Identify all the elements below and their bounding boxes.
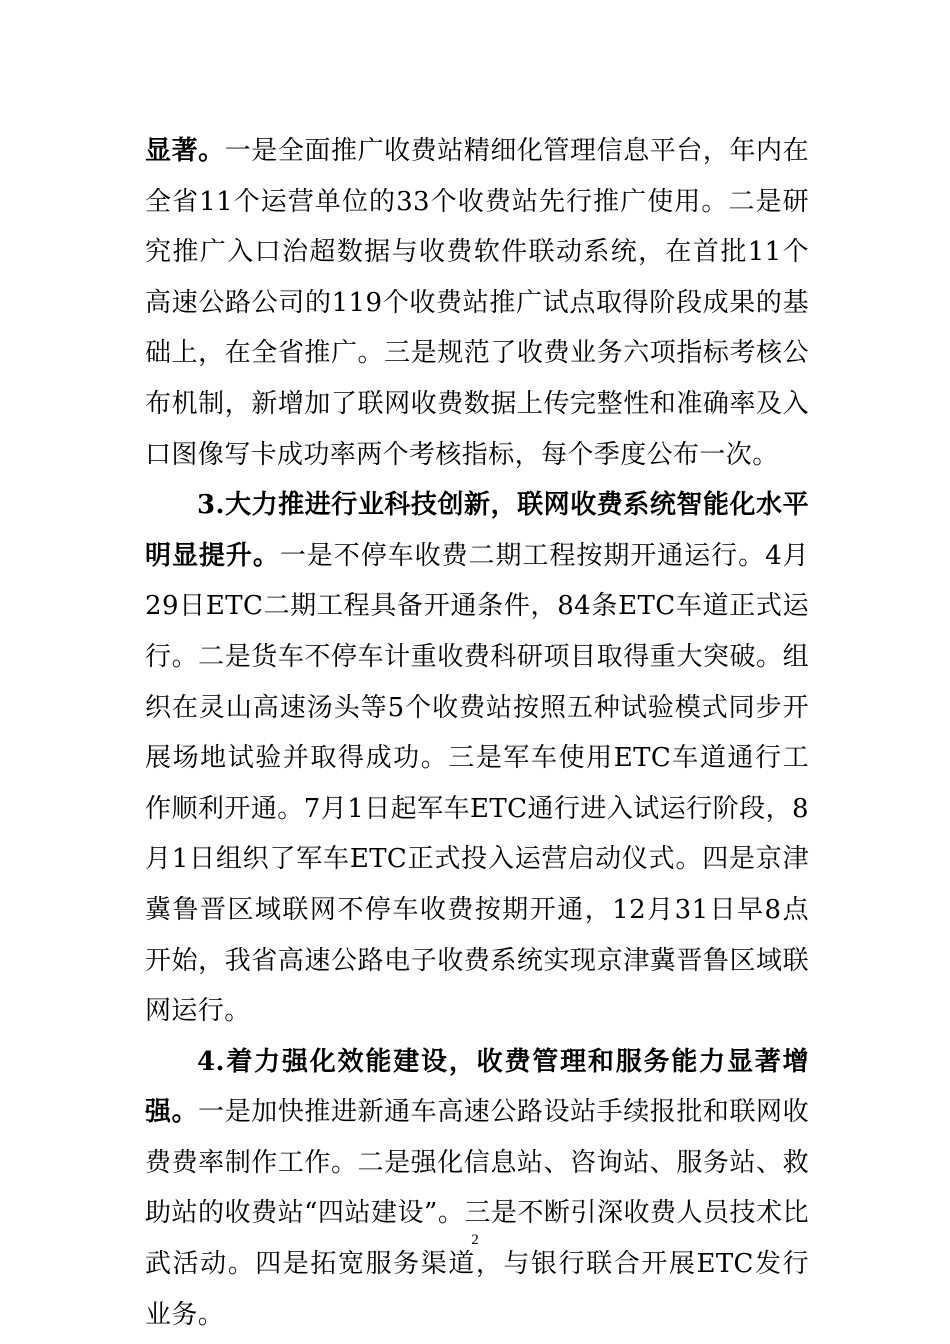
paragraph-continued [145, 126, 809, 480]
paragraph-lead: 显著。 [145, 136, 225, 166]
paragraph-text: 一是不停车收费二期工程按期开通运行。4月29日ETC二期工程具备开通条件，84条ETC车道正式运行。二是货车不停车计重收费科研项目取得重大突破。组织在灵山高速汤头等5个收费站按照五种试验模式同步开展场地试验并取得成功。三是军车使用ETC车道通行工作顺利开通。7月1日起军车ETC通行进入试运行阶段，8月1日组织了军车ETC正式投入运营启动仪式。四是京津冀鲁晋区域联网不停车收费按期开通，12月31日早8点开始，我省高速公路电子收费系统实现京津冀晋鲁区域联网运行。 [145, 540, 809, 1027]
section-heading: 4.着力强化效能建设，收费管理和服务能力显著增强。 [145, 1046, 809, 1128]
page-number: 2 [471, 1232, 479, 1248]
document-body [145, 126, 809, 1340]
paragraph-section-3 [145, 480, 809, 1037]
section-heading: 3.大力推进行业科技创新，联网收费系统智能化水平明显提升。 [145, 490, 809, 571]
paragraph-text: 一是加快推进新通车高速公路设站手续报批和联网收费费率制作工作。二是强化信息站、咨询站、服务站、救助站的收费站“四站建设”。三是不断引深收费人员技术比武活动。四是拓宽服务渠道，与银行联合开展ETC发行业务。 [145, 1097, 809, 1330]
paragraph-text: 一是全面推广收费站精细化管理信息平台，年内在全省11个运营单位的33个收费站先行推广使用。二是研究推广入口治超数据与收费软件联动系统，在首批11个高速公路公司的119个收费站推广试点取得阶段成果的基础上，在全省推广。三是规范了收费业务六项指标考核公布机制，新增加了联网收费数据上传完整性和准确率及入口图像写卡成功率两个考核指标，每个季度公布一次。 [145, 136, 809, 470]
paragraph-section-4 [145, 1037, 809, 1341]
